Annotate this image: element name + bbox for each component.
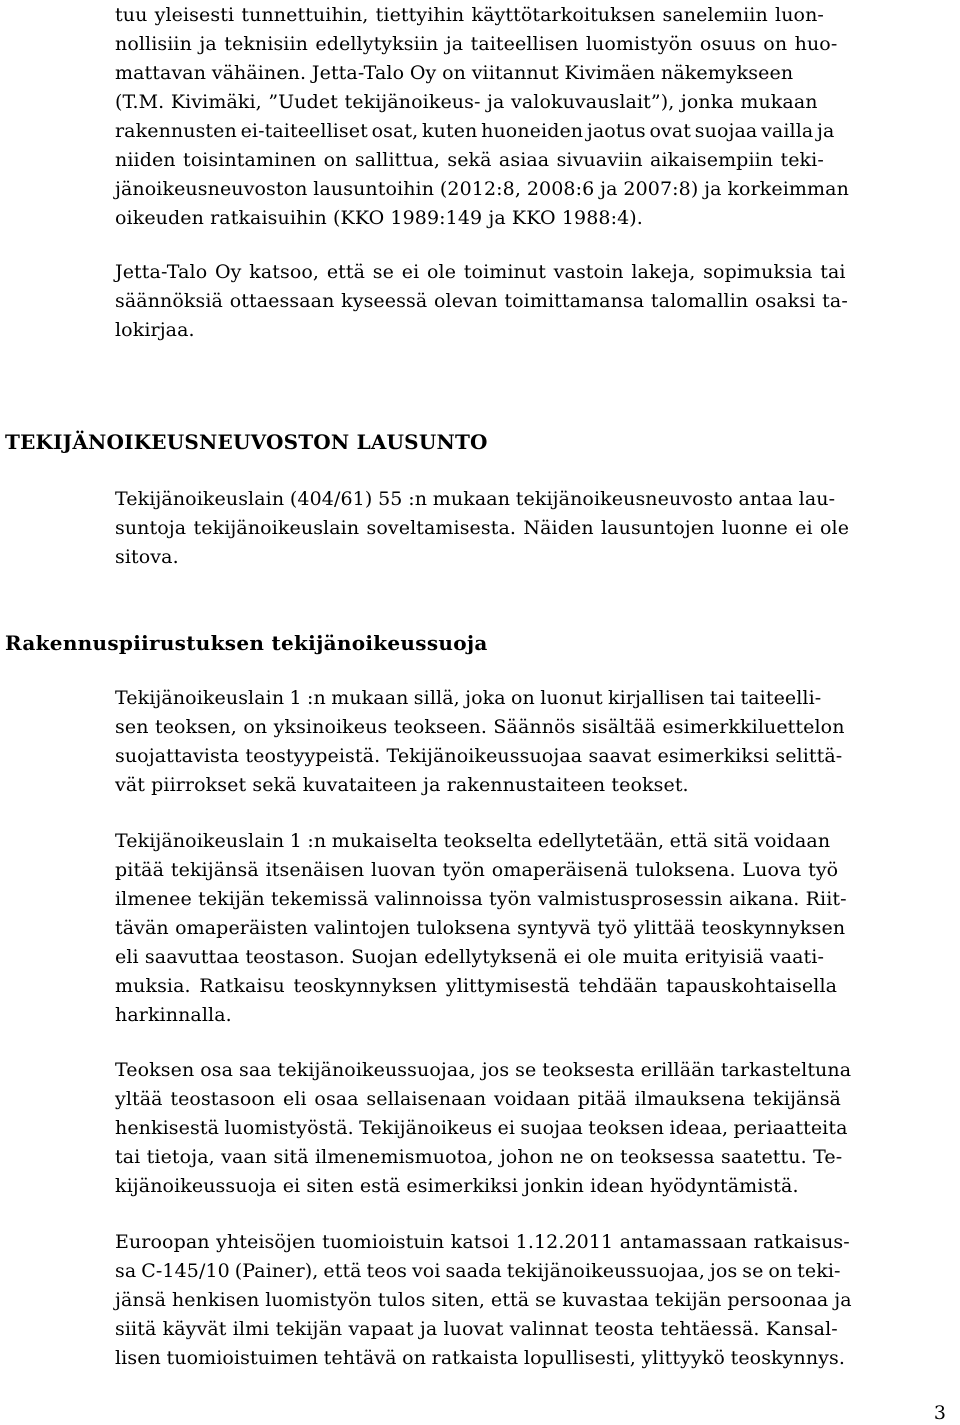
text-line: vät piirrokset sekä kuvataiteen ja rakennustaiteen teokset. (115, 774, 689, 796)
text-line: siitä käyvät ilmi tekijän vapaat ja luovat valinnat teosta tehtäessä. Kansal- (115, 1318, 838, 1340)
text-line: tuu yleisesti tunnettuihin, tiettyihin käyttötarkoituksen sanelemiin luon- (115, 4, 824, 26)
text-line: kijänoikeussuoja ei siten estä esimerkiksi jonkin idean hyödyntämistä. (115, 1175, 799, 1197)
text-line: ilmenee tekijän tekemissä valinnoissa työn valmistusprosessin aikana. Riit- (115, 888, 847, 910)
text-line: jänoikeusneuvoston lausuntoihin (2012:8, 2008:6 ja 2007:8) ja korkeimman (115, 178, 849, 200)
text-line: Tekijänoikeuslain 1 :n mukaiselta teokselta edellytetään, että sitä voidaan (115, 830, 831, 852)
text-line: mattavan vähäinen. Jetta-Talo Oy on viitannut Kivimäen näkemykseen (115, 62, 794, 84)
text-line: säännöksiä ottaessaan kyseessä olevan toimittamansa talomallin osaksi ta- (115, 290, 848, 312)
section-heading-lausunto: TEKIJÄNOIKEUSNEUVOSTON LAUSUNTO (5, 430, 488, 454)
text-line: lokirjaa. (115, 319, 195, 341)
text-line: suntoja tekijänoikeuslain soveltamisesta. Näiden lausuntojen luonne ei ole (115, 517, 850, 539)
text-line: yltää teostasoon eli osaa sellaisenaan voidaan pitää ilmauksena tekijänsä (115, 1088, 841, 1110)
text-line: Jetta-Talo Oy katsoo, että se ei ole toiminut vastoin lakeja, sopimuksia tai (115, 261, 846, 283)
text-line: muksia. Ratkaisu teoskynnyksen ylittymisestä tehdään tapauskohtaisella (115, 975, 838, 997)
text-line: Tekijänoikeuslain (404/61) 55 :n mukaan tekijänoikeusneuvosto antaa lau- (115, 488, 836, 510)
text-line: oikeuden ratkaisuihin (KKO 1989:149 ja KKO 1988:4). (115, 207, 643, 229)
text-line: eli saavuttaa teostason. Suojan edellytyksenä ei ole muita erityisiä vaati- (115, 946, 824, 968)
text-line: harkinnalla. (115, 1004, 232, 1026)
text-line: henkisestä luomistyöstä. Tekijänoikeus ei suojaa teoksen ideaa, periaatteita (115, 1117, 848, 1139)
text-line: tai tietoja, vaan sitä ilmenemismuotoa, johon ne on teoksessa saatettu. Te- (115, 1146, 843, 1168)
text-line: tävän omaperäisten valintojen tuloksena syntyvä työ ylittää teoskynnyksen (115, 917, 846, 939)
text-line: Teoksen osa saa tekijänoikeussuojaa, jos se teoksesta erillään tarkasteltuna (115, 1059, 852, 1081)
text-line: jänsä henkisen luomistyön tulos siten, että se kuvastaa tekijän persoonaa ja (115, 1289, 852, 1311)
text-line: pitää tekijänsä itsenäisen luovan työn omaperäisenä tuloksena. Luova työ (115, 859, 839, 881)
text-line: rakennusten ei-taiteelliset osat, kuten huoneiden jaotus ovat suojaa vailla ja (115, 120, 835, 142)
text-line: sen teoksen, on yksinoikeus teokseen. Säännös sisältää esimerkkiluettelon (115, 716, 845, 738)
text-line: sa C-145/10 (Painer), että teos voi saada tekijänoikeussuojaa, jos se on teki- (115, 1260, 841, 1282)
section-heading-suoja: Rakennuspiirustuksen tekijänoikeussuoja (5, 631, 488, 655)
text-line: niiden toisintaminen on sallittua, sekä asiaa sivuaviin aikaisempiin teki- (115, 149, 824, 171)
page-number: 3 (933, 1402, 946, 1424)
text-line: Tekijänoikeuslain 1 :n mukaan sillä, joka on luonut kirjallisen tai taiteelli- (115, 687, 822, 709)
text-line: lisen tuomioistuimen tehtävä on ratkaista lopullisesti, ylittyykö teoskynnys. (115, 1347, 846, 1369)
text-line: (T.M. Kivimäki, ”Uudet tekijänoikeus- ja valokuvauslait”), jonka mukaan (115, 91, 818, 113)
text-line: Euroopan yhteisöjen tuomioistuin katsoi 1.12.2011 antamassaan ratkaisus- (115, 1231, 850, 1253)
text-line: suojattavista teostyypeistä. Tekijänoikeussuojaa saavat esimerkiksi selittä- (115, 745, 843, 767)
text-line: sitova. (115, 546, 179, 568)
text-line: nollisiin ja teknisiin edellytyksiin ja taiteellisen luomistyön osuus on huo- (115, 33, 838, 55)
